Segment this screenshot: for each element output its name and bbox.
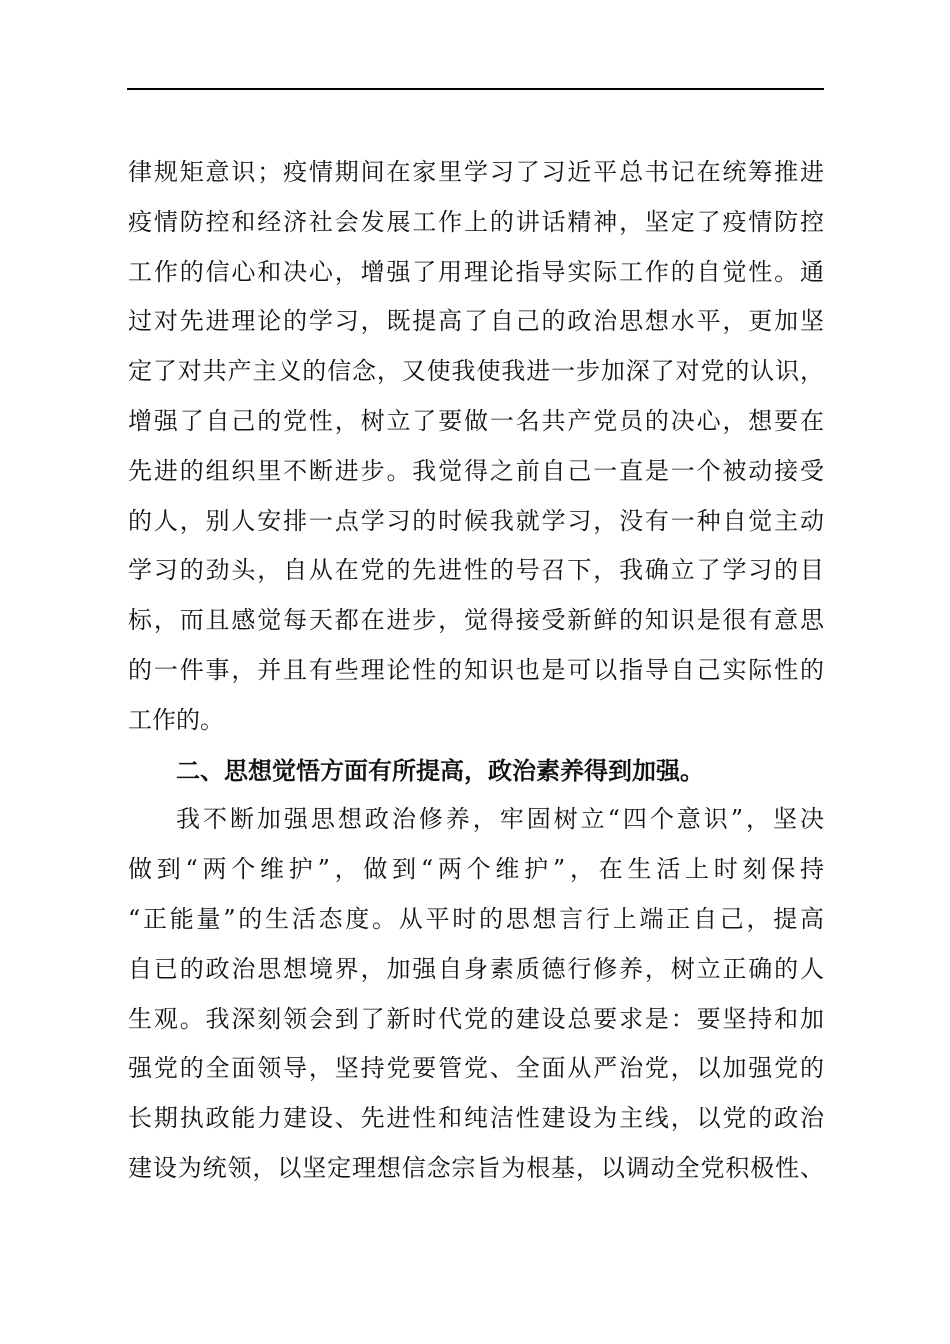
text-line: 自已的政治思想境界，加强自身素质德行修养，树立正确的人 xyxy=(128,954,824,983)
text-line: 过对先进理论的学习，既提高了自己的政治思想水平，更加坚 xyxy=(128,307,824,336)
text-line: 长期执政能力建设、先进性和纯洁性建设为主线，以党的政治 xyxy=(128,1104,824,1133)
paragraph-2 xyxy=(128,795,824,1193)
text-line: “正能量”的生活态度。从平时的思想言行上端正自己，提高 xyxy=(128,904,824,933)
text-line: 标，而且感觉每天都在进步，觉得接受新鲜的知识是很有意思 xyxy=(128,606,824,635)
text-line: 的一件事，并且有些理论性的知识也是可以指导自己实际性的 xyxy=(128,655,824,684)
text-line: 我不断加强思想政治修养，牢固树立“四个意识”，坚决 xyxy=(176,805,824,834)
text-line: 律规矩意识；疫情期间在家里学习了习近平总书记在统筹推进 xyxy=(128,158,824,186)
text-line: 工作的。 xyxy=(128,705,224,734)
header-rule xyxy=(127,88,824,90)
text-line: 增强了自己的党性，树立了要做一名共产党员的决心，想要在 xyxy=(128,406,824,435)
text-line: 定了对共产主义的信念，又使我使我进一步加深了对党的认识， xyxy=(128,357,824,386)
text-line: 学习的劲头，自从在党的先进性的号召下，我确立了学习的目 xyxy=(128,556,824,585)
text-line: 强党的全面领导，坚持党要管党、全面从严治党，以加强党的 xyxy=(128,1054,824,1083)
text-line: 的人，别人安排一点学习的时候我就学习，没有一种自觉主动 xyxy=(128,506,824,535)
text-line: 工作的信心和决心，增强了用理论指导实际工作的自觉性。通 xyxy=(128,257,824,286)
text-line: 疫情防控和经济社会发展工作上的讲话精神，坚定了疫情防控 xyxy=(128,207,824,236)
text-line: 先进的组织里不断进步。我觉得之前自己一直是一个被动接受 xyxy=(128,456,824,485)
text-line: 生观。我深刻领会到了新时代党的建设总要求是：要坚持和加 xyxy=(128,1004,824,1033)
text-line: 建设为统领，以坚定理想信念宗旨为根基，以调动全党积极性、 xyxy=(128,1153,824,1182)
text-line: 做到“两个维护”，做到“两个维护”，在生活上时刻保持 xyxy=(128,855,824,884)
document-body xyxy=(128,148,824,1194)
section-heading: 二、思想觉悟方面有所提高，政治素养得到加强。 xyxy=(176,755,704,785)
paragraph-1 xyxy=(128,148,824,746)
